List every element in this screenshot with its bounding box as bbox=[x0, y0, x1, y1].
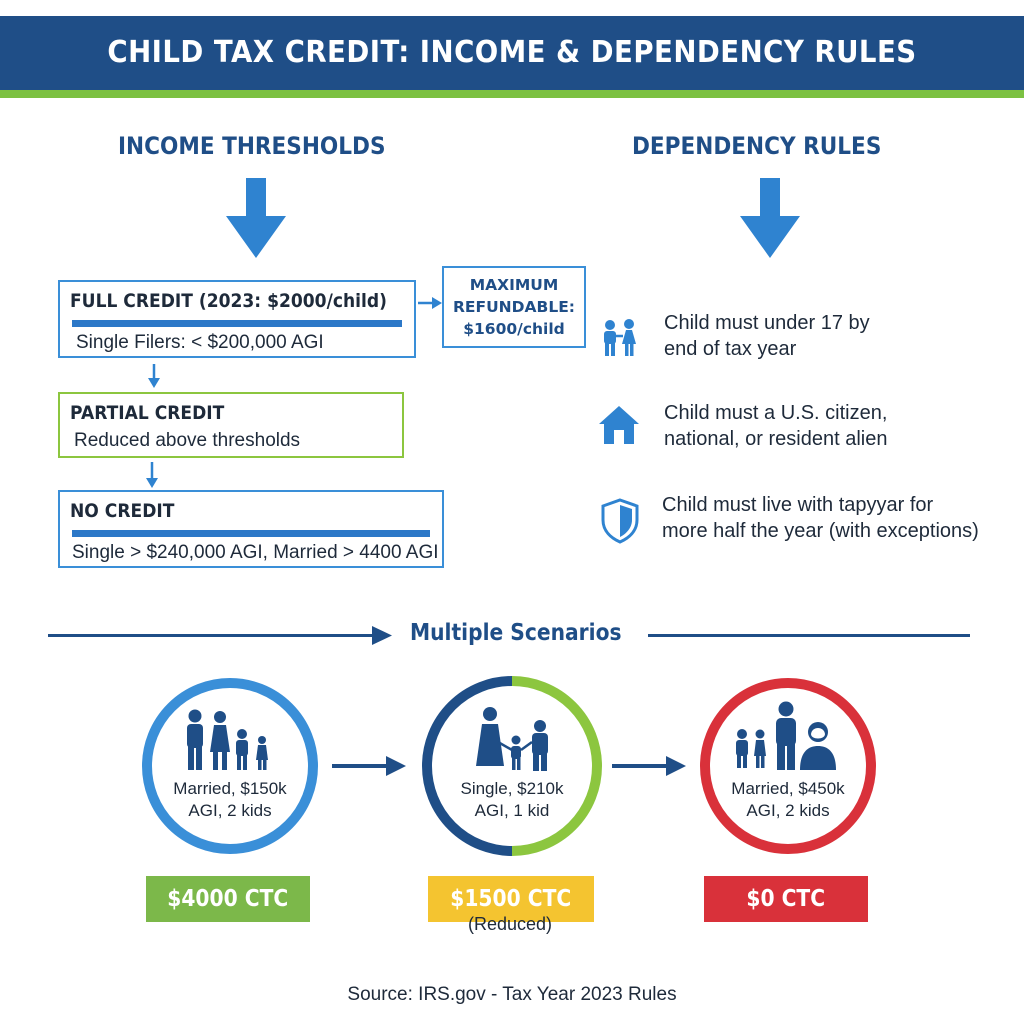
no-credit-detail: Single > $240,000 AGI, Married > 4400 AGI bbox=[72, 542, 439, 563]
scenario-1-label bbox=[142, 778, 318, 822]
page-title: CHILD TAX CREDIT: INCOME & DEPENDENCY RULES bbox=[107, 35, 917, 70]
scenario-2-note: (Reduced) bbox=[467, 914, 553, 934]
no-credit-bar bbox=[72, 530, 430, 537]
no-credit-box bbox=[58, 490, 444, 568]
scenario-3-result-badge bbox=[704, 876, 868, 922]
scenario-2-line2: AGI, 1 kid bbox=[474, 801, 550, 820]
scenarios-divider-right bbox=[648, 634, 970, 637]
partial-credit-title: PARTIAL CREDIT bbox=[70, 402, 225, 424]
rule-citizenship-line2: national, or resident alien bbox=[664, 428, 888, 450]
dependency-down-arrow-icon bbox=[740, 178, 800, 258]
scenario-arrow-icon bbox=[332, 754, 406, 778]
shield-icon bbox=[600, 498, 640, 544]
divider-arrow-icon bbox=[372, 626, 392, 645]
scenario-3-result: $0 CTC bbox=[746, 886, 826, 912]
refundable-amount: $1600/child bbox=[463, 320, 565, 338]
full-credit-box bbox=[58, 280, 416, 358]
refundable-label-line2: REFUNDABLE: bbox=[452, 298, 575, 316]
scenario-3-line2: AGI, 2 kids bbox=[746, 801, 830, 820]
scenario-2-label bbox=[424, 778, 600, 822]
max-refundable-box bbox=[442, 266, 586, 348]
rule-age-line1: Child must under 17 by bbox=[664, 312, 870, 334]
dependency-heading: DEPENDENCY RULES bbox=[632, 132, 882, 160]
family-icon bbox=[730, 700, 840, 774]
rule-citizenship-line1: Child must a U.S. citizen, bbox=[664, 402, 888, 424]
rule-citizenship bbox=[664, 400, 1004, 452]
down-arrow-small-icon bbox=[146, 364, 162, 388]
scenario-1-line1: Married, $150k bbox=[173, 779, 287, 798]
rule-residency-line1: Child must live with tapyyar for bbox=[662, 494, 934, 516]
partial-credit-detail: Reduced above thresholds bbox=[74, 430, 301, 451]
family-four-icon bbox=[182, 708, 278, 774]
scenarios-heading: Multiple Scenarios bbox=[410, 620, 622, 646]
children-icon bbox=[598, 316, 642, 358]
single-parent-icon bbox=[468, 706, 558, 774]
partial-credit-box bbox=[58, 392, 404, 458]
house-icon bbox=[598, 404, 640, 446]
source-note: Source: IRS.gov - Tax Year 2023 Rules bbox=[347, 984, 677, 1005]
full-credit-detail: Single Filers: < $200,000 AGI bbox=[76, 332, 324, 353]
income-down-arrow-icon bbox=[226, 178, 286, 258]
scenario-1-result: $4000 CTC bbox=[167, 886, 289, 912]
full-credit-title: FULL CREDIT (2023: $2000/child) bbox=[70, 290, 387, 312]
scenarios-divider-left bbox=[48, 634, 378, 637]
rule-residency-line2: more half the year (with exceptions) bbox=[662, 520, 979, 542]
rule-age-line2: end of tax year bbox=[664, 338, 797, 360]
scenario-3-line1: Married, $450k bbox=[731, 779, 845, 798]
scenario-1-line2: AGI, 2 kids bbox=[188, 801, 272, 820]
down-arrow-small-icon bbox=[144, 462, 160, 488]
right-arrow-icon bbox=[418, 296, 442, 310]
scenario-arrow-icon bbox=[612, 754, 686, 778]
refundable-label-line1: MAXIMUM bbox=[469, 276, 559, 294]
title-accent-stripe bbox=[0, 90, 1024, 98]
rule-residency bbox=[662, 492, 1012, 544]
full-credit-bar bbox=[72, 320, 402, 327]
no-credit-title: NO CREDIT bbox=[70, 500, 175, 522]
income-heading: INCOME THRESHOLDS bbox=[118, 132, 386, 160]
scenario-2-line1: Single, $210k bbox=[460, 779, 564, 798]
scenario-3-label bbox=[700, 778, 876, 822]
scenario-2-result: $1500 CTC bbox=[450, 886, 572, 912]
scenario-1-result-badge bbox=[146, 876, 310, 922]
rule-age bbox=[664, 310, 1004, 362]
